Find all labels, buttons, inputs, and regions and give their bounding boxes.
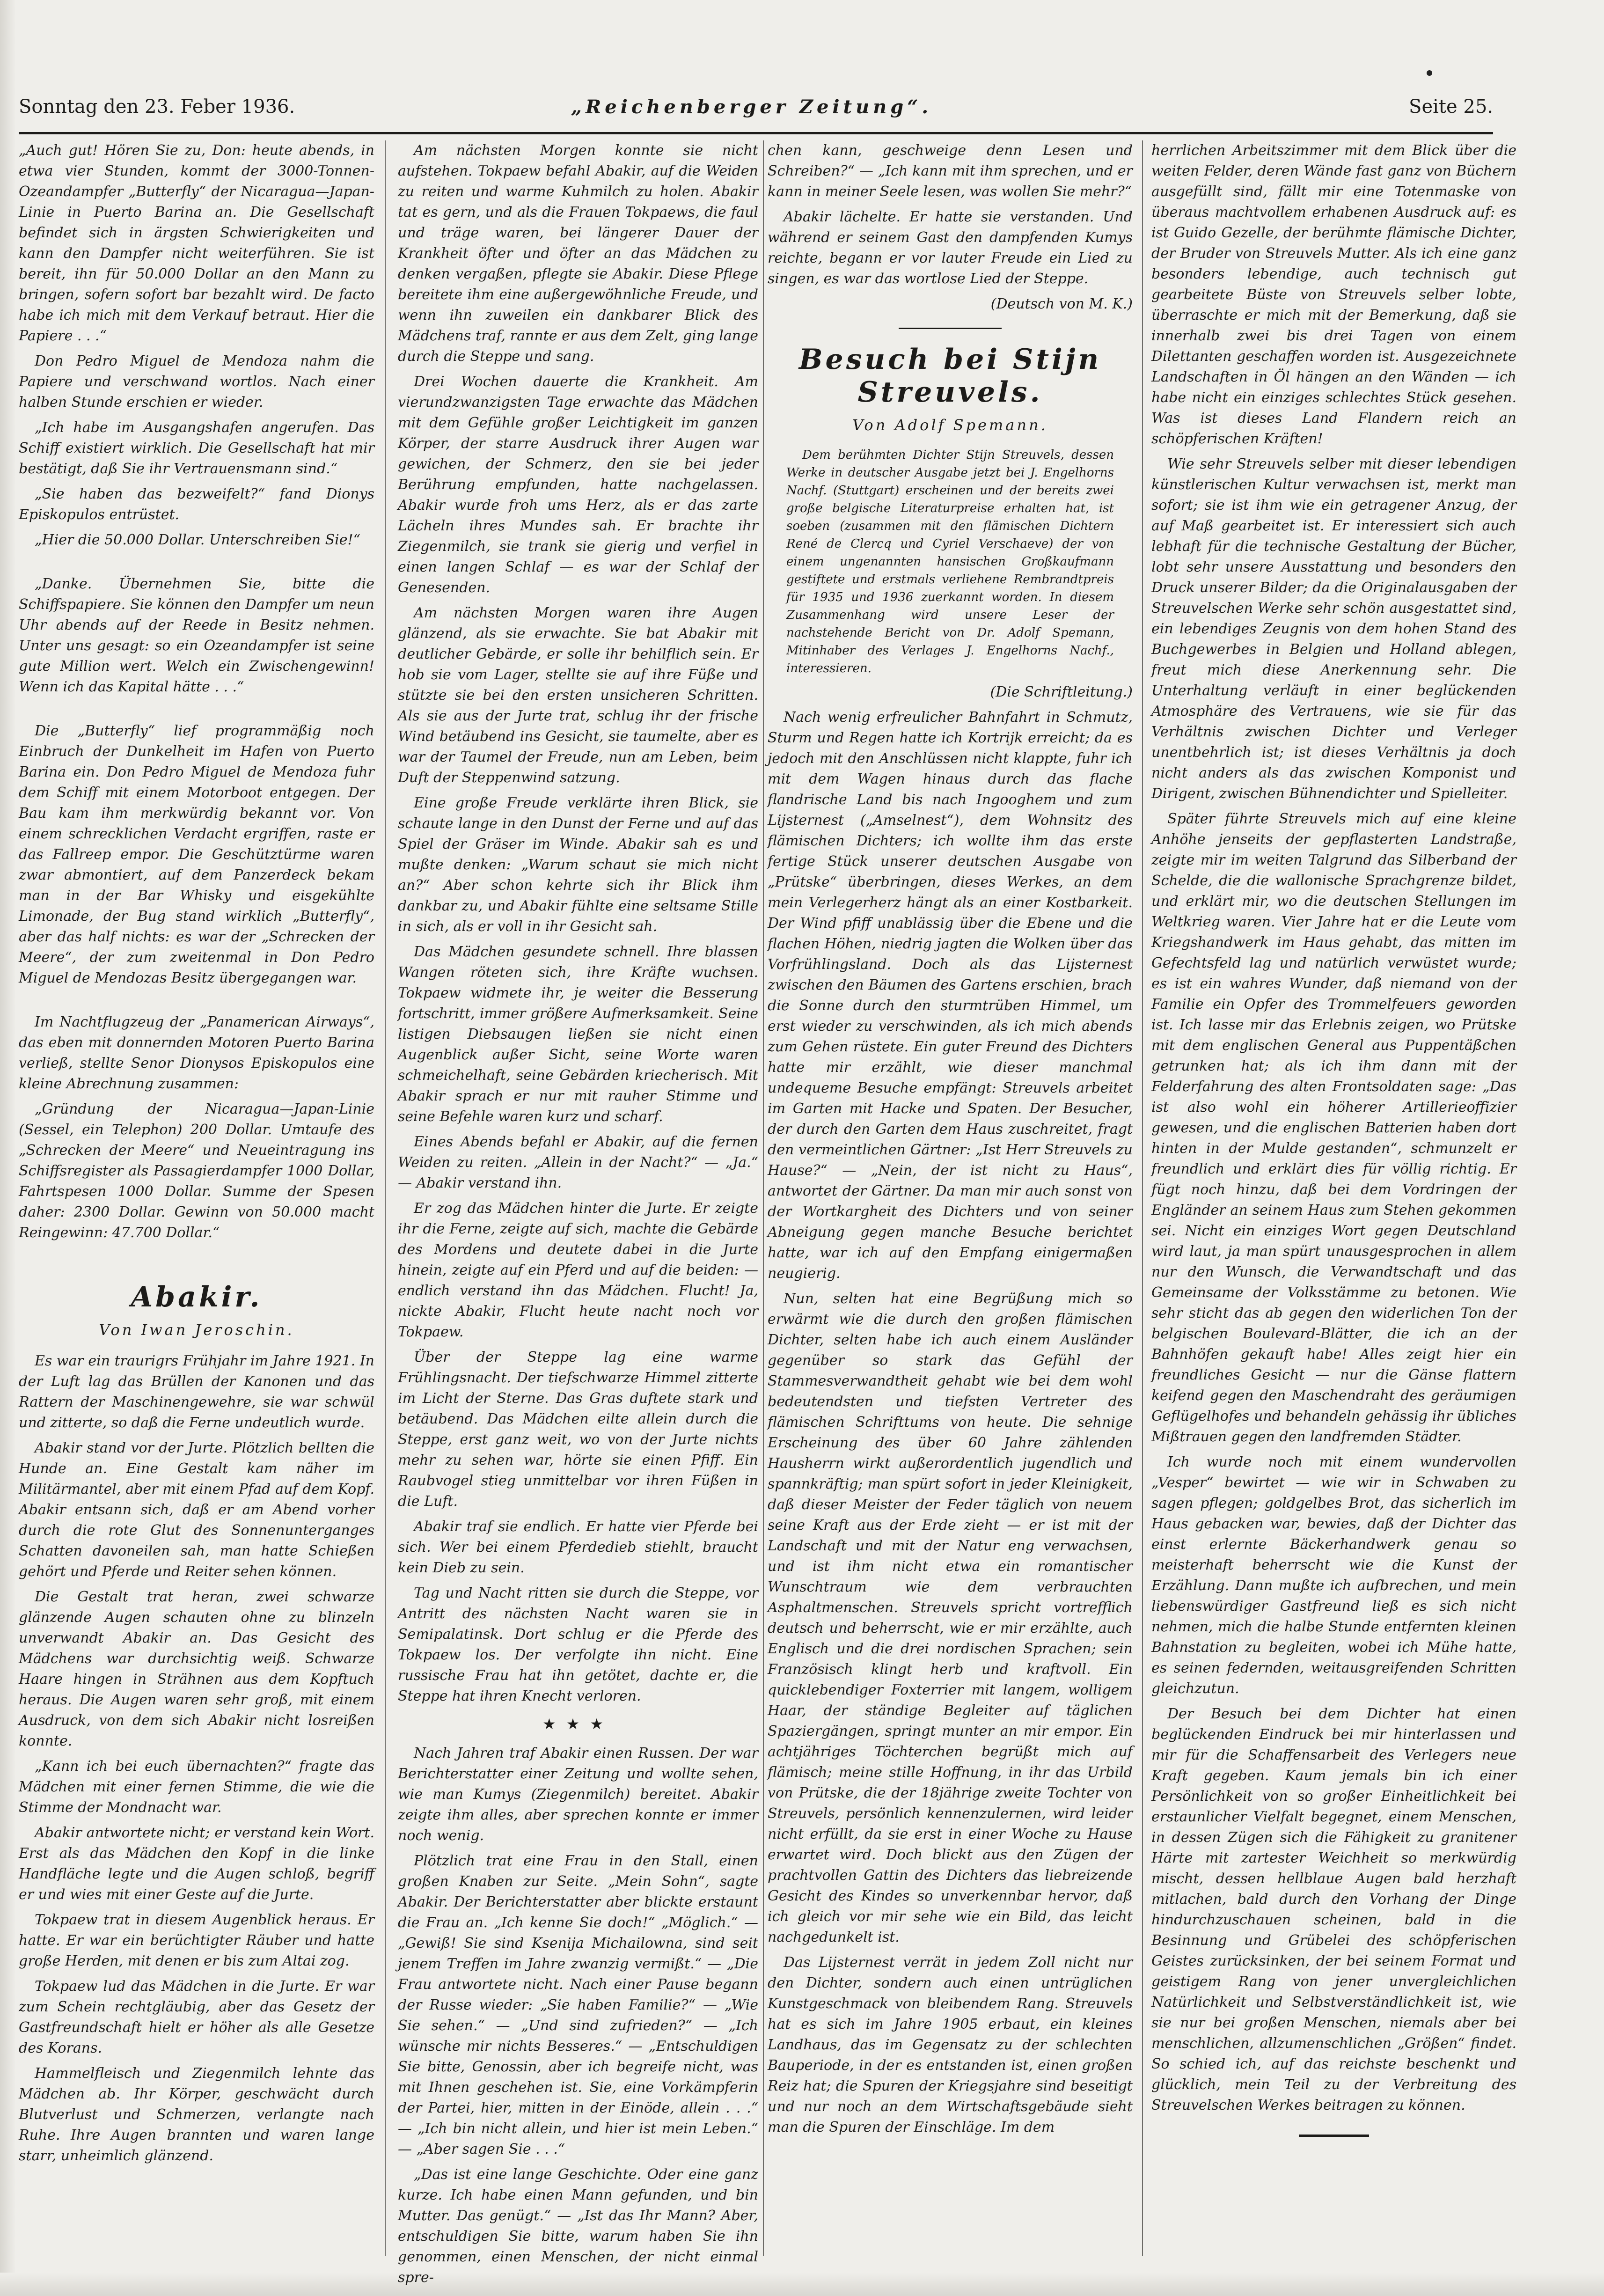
article-separator	[899, 328, 1002, 329]
scan-shadow-bottom	[0, 2273, 1604, 2296]
paragraph: Eines Abends befahl er Abakir, auf die fernen Weiden zu reiten. „Allein in der Nacht?“ — „Ja.“ — Abakir verstand ihn.	[398, 1134, 758, 1191]
paragraph: „Das ist eine lange Geschichte. Oder eine ganz kurze. Ich habe einen Mann gefunden, und bin Mutter. Das genügt.“ — „Ist das Ihr Mann? Aber, entschuldigen Sie bitte, warum haben Sie ihn genommen, einen Menschen, der nicht einmal spre-	[398, 2166, 758, 2286]
paragraph: „Hier die 50.000 Dollar. Unterschreiben Sie!“	[35, 532, 360, 548]
paragraph: Drei Wochen dauerte die Krankheit. Am vierundzwanzigsten Tage erwachte das Mädchen mit dem Gefühle großer Leichtigkeit im ganzen Körper, der starre Ausdruck ihrer Augen war gewichen, der Schmerz, den sie bei jeder Berührung empfunden, hatte nachgelassen. Abakir wurde froh ums Herz, als er das zarte Lächeln ihres Mundes sah. Er brachte ihr Ziegenmilch, sie trank sie gierig und verfiel in einen langen Schlaf — es war der Schlaf der Genesenden.	[398, 374, 758, 596]
editor-credit: (Die Schriftleitung.)	[990, 684, 1133, 700]
page-header	[19, 96, 1493, 129]
paragraph: Wie sehr Streuvels selber mit dieser lebendigen künstlerischen Kultur verwachsen ist, merkt man sofort; sie ist ihm wie ein getragener Anzug, der auf Maß gearbeitet ist. Er interessiert sich auch lebhaft für die technische Gestaltung der Bücher, lobt sehr unsere Ausstattung und besonders den Druck unserer Bilder; da die Originalausgaben der Streuvelschen Werke sehr schön ausgestattet sind, ein lebendiges Zeugnis von dem hohen Stand des Buchgewerbes in Belgien und Holland ablegen, freut mich diese Anerkennung sehr. Die Unterhaltung verläuft in einer beglückenden Atmosphäre des Vertrauens, wie sie für das Verhältnis zwischen Dichter und Verleger unentbehrlich ist; ist dieses Verhältnis ja doch nicht anders als das zwischen Komponist und Dirigent, zwischen Bühnendichter und Spielleiter.	[1151, 456, 1516, 802]
byline: Von Adolf Spemann.	[852, 416, 1048, 434]
newspaper-name: „Reichenberger Zeitung“.	[571, 96, 932, 118]
column-3	[768, 140, 1133, 2256]
paragraph: „Kann ich bei euch übernachten?“ fragte das Mädchen mit einer fernen Stimme, die wie die Stimme der Mondnacht war.	[19, 1758, 374, 1816]
paragraph: Plötzlich trat eine Frau in den Stall, einen großen Knaben zur Seite. „Mein Sohn“, sagte Abakir. Der Berichterstatter aber blickte erstaunt die Frau an. „Ich kenne Sie doch!“ „Möglich.“ — „Gewiß! Sie sind Ksenija Michailowna, sind seit jenem Treffen im Jahre zwanzig vermißt.“ — „Die Frau antwortete nicht. Nach einer Pause begann der Russe wieder: „Sie haben Familie?“ — „Wie Sie sehen.“ — „Und sind zufrieden?“ — „Ich wünsche mir nichts Besseres.“ — „Entschuldigen Sie bitte, Genossin, aber ich begreife nicht, was mit Ihnen geschehen ist. Sie, eine Vorkämpferin der Partei, hier, mitten in der Einöde, allein . . .“ — „Ich bin nicht allein, und hier ist mein Leben.“ — „Aber sagen Sie . . .“	[398, 1853, 758, 2157]
column-rule	[1142, 140, 1143, 2256]
column-2	[398, 140, 758, 2286]
paragraph: chen kann, geschweige denn Lesen und Schreiben?“ — „Ich kann mit ihm sprechen, und er kann in meiner Seele lesen, was wollen Sie mehr?“	[768, 142, 1133, 200]
paragraph: Nach Jahren traf Abakir einen Russen. Der war Berichterstatter einer Zeitung und wollte sehen, wie man Kumys (Ziegenmilch) bereitet. Abakir zeigte ihm alles, aber sprechen konnte er immer noch wenig.	[398, 1745, 758, 1844]
page-number: Seite 25.	[1409, 96, 1493, 117]
paragraph: „Sie haben das bezweifelt?“ fand Dionys Episkopulos entrüstet.	[19, 486, 374, 523]
paragraph: Tag und Nacht ritten sie durch die Steppe, vor Antritt des nächsten Nacht waren sie in Semipalatinsk. Dort schlug er die Pferde des Tokpaew los. Der verfolgte ihn nicht. Eine russische Frau hat ihn getötet, dachte er, die Steppe hat ihren Knecht verloren.	[398, 1585, 758, 1704]
paragraph: herrlichen Arbeitszimmer mit dem Blick über die weiten Felder, deren Wände fast ganz von Büchern ausgefüllt sind, fällt mir eine Totenmaske von überaus machtvollem erhabenen Ausdruck auf: es ist Guido Gezelle, der berühmte flämische Dichter, der Bruder von Streuvels Mutter. Als ich eine ganz besonders lebendige, auch technisch gut gearbeitete Büste von Streuvels selber lobte, überraschte er mich mit der Bemerkung, daß sie innerhalb zwei bis drei Tagen von einem Dilettanten geschaffen worden ist. Ausgezeichnete Landschaften in Öl hängen an den Wänden — ich habe nicht ein einziges schlechtes Stück gesehen. Was ist dieses Land Flandern reich an schöpferischen Kräften!	[1151, 142, 1516, 447]
paragraph: Abakir stand vor der Jurte. Plötzlich bellten die Hunde an. Eine Gestalt kam näher im Militärmantel, aber mit einem Pfad auf dem Kopf. Abakir entsann sich, daß er am Abend vorher durch die rote Glut des Sonnenunterganges Schatten davoneilen sah, man hatte Schießen gehört und Pferde und Reiter sehen können.	[19, 1440, 374, 1580]
paragraph: „Auch gut! Hören Sie zu, Don: heute abends, in etwa vier Stunden, kommt der 3000-Tonnen-Ozeandampfer „Butterfly“ der Nicaragua—Japan-Linie in Puerto Barina an. Die Gesellschaft befindet sich in ärgsten Schwierigkeiten und kann den Dampfer nicht weiterführen. Sie ist bereit, ihn für 50.000 Dollar an den Mann zu bringen, sofern sofort bar bezahlt wird. De facto habe ich mich mit dem Verkauf betraut. Hier die Papiere . . .“	[19, 142, 374, 344]
editor-intro: Dem berühmten Dichter Stijn Streuvels, dessen Werke in deutscher Ausgabe jetzt bei J. Engelhorns Nachf. (Stuttgart) erscheinen und der bereits zwei große belgische Literaturpreise erhalten hat, ist soeben (zusammen mit den flämischen Dichtern René de Clercq und Cyriel Verschaeve) der von einem ungenannten hansischen Großkaufmann gestiftete und erstmals verliehene Rembrandtpreis für 1935 und 1936 zuerkannt worden. In diesem Zusammenhang wird unsere Leser der nachstehende Bericht von Dr. Adolf Spemann, Mitinhaber des Verlages J. Engelhorns Nachf., interessieren.	[786, 448, 1114, 675]
paragraph: Nun, selten hat eine Begrüßung mich so erwärmt wie die durch den großen flämischen Dichter, selten habe ich auch einem Ausländer gegenüber so stark das Gefühl der Stammesverwandtheit gehabt wie bei dem wohl bedeutendsten und tiefsten Vertreter des flämischen Schrifttums von heute. Die sehnige Erscheinung des über 60 Jahre zählenden Hausherrn wirkt außerordentlich jugendlich und spannkräftig; man spürt sofort in jeder Kleinigkeit, daß dieser Meister der Feder täglich von neuem seine Kraft aus der Erde zieht — er ist mit der Landschaft und mit der Natur eng verwachsen, und ist ihm nicht etwa ein romantischer Wunschtraum wie dem verbrauchten Asphaltmenschen. Streuvels spricht vortrefflich deutsch und beherrscht, wie er mir erzählte, auch Englisch und die drei nordischen Sprachen; sein Französisch klingt herb und kraftvoll. Ein quicklebendiger Foxterrier mit langem, wolligem Haar, der ständige Begleiter auf täglichen Spaziergängen, springt munter an mir empor. Ein achtjähriges Töchterchen begrüßt mich auf flämisch; meine stille Hoffnung, in ihr das Urbild von Prütske, die der 18jährige zweite Tochter von Streuvels, persönlich kennenzulernen, wird leider nicht erfüllt, da sie erst in einer Woche zu Hause erwartet wird. Doch blickt aus den Zügen der prachtvollen Gattin des Dichters das liebreizende Gesicht des Kindes so unverkennbar hervor, daß ich gleich vor mir sehe wie ein Bild, das leicht nachgedunkelt ist.	[768, 1291, 1133, 1945]
paragraph: Das Mädchen gesundete schnell. Ihre blassen Wangen röteten sich, ihre Kräfte wuchsen. Tokpaew widmete ihr, je weiter die Besserung fortschritt, immer größere Aufmerksamkeit. Seine listigen Diebsaugen ließen sie nicht einen Augenblick außer Sicht, seine Worte waren schmeichelhaft, seine Gebärden kriecherisch. Mit Abakir sprach er nur mit rauher Stimme und seine Befehle waren kurz und scharf.	[398, 944, 758, 1125]
byline: Von Iwan Jeroschin.	[99, 1321, 294, 1339]
paragraph: Abakir antwortete nicht; er verstand kein Wort. Erst als das Mädchen den Kopf in die linke Handfläche legte und die Augen schloß, begriff er und wies mit einer Geste auf die Jurte.	[19, 1825, 374, 1903]
paragraph: Die Gestalt trat heran, zwei schwarze glänzende Augen schauten ohne zu blinzeln unverwandt Abakir an. Das Gesicht des Mädchens war durchsichtig weiß. Schwarze Haare hingen in Strähnen aus dem Kopftuch heraus. Die Augen waren sehr groß, mit einem Ausdruck, von dem sich Abakir nicht losreißen konnte.	[19, 1589, 374, 1749]
paragraph: Nach wenig erfreulicher Bahnfahrt in Schmutz, Sturm und Regen hatte ich Kortrijk erreicht; da es jedoch mit den Anschlüssen nicht klappte, fuhr ich mit dem Wagen hinaus durch das flache flandrische Land bis nach Ingooghem und zum Lijsternest („Amselnest“), dem Wohnsitz des flämischen Dichters; ich wollte ihm das erste fertige Stück unserer deutschen Ausgabe von „Prütske“ überbringen, dieses Werkes, an dem mein Verlegerherz hängt als an einer Kostbarkeit. Der Wind pfiff unablässig über die Ebene und die flachen Höhen, niedrig jagten die Wolken über das Vorfrühlingsland. Doch als das Lijsternest zwischen den Bäumen des Gartens erschien, brach die Sonne durch den sturmtrüben Himmel, um erst wieder zu verschwinden, als ich mich abends zum Gehen rüstete. Ein guter Freund des Dichters hatte mir erzählt, wie dieser manchmal undequeme Besuche empfängt: Streuvels arbeitet im Garten mit Hacke und Spaten. Der Besucher, der durch den Garten dem Haus zuschreitet, fragt den vermeintlichen Gärtner: „Ist Herr Streuvels zu Hause?“ — „Nein, der ist nicht zu Haus“, antwortet der Gärtner. Da man mir auch sonst von der Wortkargheit des Dichters und von seiner Abneigung gegen manche Besuche berichtet hatte, war ich auf den Empfang einigermaßen neugierig.	[768, 709, 1133, 1282]
paragraph: Das Lijsternest verrät in jedem Zoll nicht nur den Dichter, sondern auch einen untrüglichen Kunstgeschmack von bleibendem Rang. Streuvels hat es sich im Jahre 1905 erbaut, ein kleines Landhaus, das im Gegensatz zu der schlechten Bauperiode, in der es entstanden ist, einen großen Reiz hat; die Spuren der Kriegsjahre sind beseitigt und nur noch an dem Wirtschaftsgebäude sieht man die Spuren der Einschläge. Im dem	[768, 1954, 1133, 2135]
column-rule	[763, 140, 764, 2256]
translator-credit: (Deutsch von M. K.)	[990, 296, 1133, 312]
article-title: Besuch bei Stijn Streuvels.	[798, 343, 1102, 409]
paragraph: Eine große Freude verklärte ihren Blick, sie schaute lange in den Dunst der Ferne und auf das Spiel der Gräser im Winde. Abakir sah es und mußte denken: „Warum schaut sie mich nicht an?“ Aber schon kehrte sich ihr Blick ihm dankbar zu, und Abakir fühlte eine seltsame Stille in sich, als er voll in ihr Gesicht sah.	[398, 795, 758, 935]
print-speck	[1427, 70, 1432, 76]
paragraph: „Danke. Übernehmen Sie, bitte die Schiffspapiere. Sie können den Dampfer um neun Uhr abends auf der Reede in Besitz nehmen. Unter uns gesagt: so ein Ozeandampfer ist seine gute Million wert. Welch ein Zwischengewinn! Wenn ich das Kapital hätte . . .“	[19, 576, 374, 695]
paragraph: Hammelfleisch und Ziegenmilch lehnte das Mädchen ab. Ihr Körper, geschwächt durch Blutverlust und Schmerzen, verlangte nach Ruhe. Ihre Augen brannten und waren lange starr, unheimlich glänzend.	[19, 2065, 374, 2164]
spacer	[19, 702, 374, 721]
paragraph: Über der Steppe lag eine warme Frühlingsnacht. Der tiefschwarze Himmel zitterte im Licht der Sterne. Das Gras duftete stark und betäubend. Das Mädchen eilte allein durch die Steppe, erst ganz weit, wo von der Jurte nichts mehr zu sehen war, hörte sie einen Pfiff. Ein Raubvogel stieg unmittelbar vor ihren Füßen in die Luft.	[398, 1349, 758, 1510]
paragraph: Der Besuch bei dem Dichter hat einen beglückenden Eindruck bei mir hinterlassen und mir für die Schaffensarbeit des Verlegers neue Kraft gegeben. Kaum jemals bin ich einer Persönlichkeit von so großer Einheitlichkeit bei erstaunlicher Vielfalt begegnet, einem Menschen, in dessen Zügen sich die Fähigkeit zu granitener Härte mit zartester Weichheit so merkwürdig mischt, dessen hellblaue Augen bald herzhaft mitlachen, bald durch den Vorhang der Dinge hindurchzuschauen scheinen, bald in die Besinnung und Grübelei des schöpferischen Geistes zurücksinken, der bei seinem Format und geistigem Rang von jener unvergleichlichen Natürlichkeit und Selbstverständlichkeit ist, wie sie nur bei großen Menschen, niemals aber bei menschlichen, allzumenschlichen „Größen“ findet. So schied ich, auf das reichste beschenkt und glücklich, mein Teil zu der Verbreitung des Streuvelschen Werkes beitragen zu können.	[1151, 1706, 1516, 2113]
issue-date: Sonntag den 23. Feber 1936.	[19, 96, 295, 117]
spacer	[19, 1248, 374, 1267]
story-title: Abakir.	[131, 1281, 263, 1313]
paragraph: Tokpaew trat in diesem Augenblick heraus. Er hatte. Er war ein berüchtigter Räuber und hatte große Herden, mit denen er bis zum Altai zog.	[19, 1912, 374, 1969]
paragraph: Am nächsten Morgen waren ihre Augen glänzend, als sie erwachte. Sie bat Abakir mit deutlicher Gebärde, er solle ihr behilflich sein. Er hob sie vom Lager, stellte sie auf ihre Füße und stützte sie bei den ersten unsicheren Schritten. Als sie aus der Jurte trat, schlug ihr der frische Wind betäubend ins Gesicht, sie taumelte, aber es war der Taumel der Freude, nun am Leben, beim Duft der Steppenwind satzung.	[398, 605, 758, 786]
paragraph: „Ich habe im Ausgangshafen angerufen. Das Schiff existiert wirklich. Die Gesellschaft hat mir bestätigt, daß Sie ihr Vertrauensmann sind.“	[19, 419, 374, 477]
paragraph: Tokpaew lud das Mädchen in die Jurte. Er war zum Schein rechtgläubig, aber das Gesetz der Gastfreundschaft hielt er höher als alle Gesetze des Korans.	[19, 1978, 374, 2056]
scan-shadow-left	[0, 0, 16, 2296]
section-break-stars: ★★★	[542, 1715, 614, 1733]
spacer	[19, 993, 374, 1012]
article-end-rule	[1299, 2135, 1369, 2137]
column-4	[1151, 140, 1516, 2256]
spacer	[19, 555, 374, 574]
paragraph: Ich wurde noch mit einem wundervollen „Vesper“ bewirtet — wie wir in Schwaben zu sagen pflegen; goldgelbes Brot, das sicherlich im Haus gebacken war, bewies, daß der Dichter das einst erlernte Bäckerhandwerk genau so meisterhaft beherrscht wie die Kunst der Erzählung. Dann mußte ich aufbrechen, und mein liebenswürdiger Gastfreund ließ es sich nicht nehmen, mich die halbe Stunde entfernten kleinen Bahnstation zu begleiten, wobei ich Mühe hatte, es seinen federnden, weitausgreifenden Schritten gleichzutun.	[1151, 1454, 1516, 1697]
paragraph: Später führte Streuvels mich auf eine kleine Anhöhe jenseits der gepflasterten Landstraße, zeigte mir im weiten Talgrund das Silberband der Schelde, die die wallonische Sprachgrenze bildet, und erklärt mir, wo die deutschen Stellungen im Weltkrieg waren. Vier Jahre hat er die Leute vom Kriegshandwerk im Haus gehabt, das mitten im Gefechtsfeld lag und natürlich verwüstet wurde; es ist ein wahres Wunder, daß niemand von der Familie ein Opfer des Trommelfeuers geworden ist. Ich lasse mir das Erlebnis zeigen, wo Prütske mit dem englischen General aus Puppentäßchen getrunken hat; als ich ihm dann mit der Felderfahrung des alten Frontsoldaten sage: „Das ist also wohl ein höherer Artillerieoffizier gewesen, und die englischen Batterien haben dort hinten in der Mulde gestanden“, schmunzelt er freundlich und erklärt dies für völlig richtig. Er fügt noch hinzu, daß bei dem Vordringen der Engländer an seinem Haus zum Stehen gekommen sei. Nicht ein einziges Wort gegen Deutschland wird laut, ja man spürt unausgesprochen in allem nur den Wunsch, die Verwandtschaft und das Gemeinsame der Volksstämme zu betonen. Wie sehr sticht das ab gegen den widerlichen Ton der belgischen Boulevard-Blätter, die ich an der Bahnhöfen gekauft habe! Alles zeigt hier ein freundliches Gesicht — nur die Gänse flattern keifend gegen den Maschendraht des geräumigen Geflügelhofes und behandeln gehässig ihr übliches Mißtrauen gegen den landfremden Städter.	[1151, 811, 1516, 1445]
paragraph: Am nächsten Morgen konnte sie nicht aufstehen. Tokpaew befahl Abakir, auf die Weiden zu reiten und warme Kuhmilch zu holen. Abakir tat es gern, und als die Frauen Tokpaews, die faul und träge waren, bei längerer Dauer der Krankheit öfter und öfter an das Mädchen zu denken vergaßen, pflegte sie Abakir. Diese Pflege bereitete ihm eine außergewöhnliche Freude, und wenn ihn zuweilen ein dankbarer Blick des Mädchens traf, rannte er aus dem Zelt, ging lange durch die Steppe und sang.	[398, 142, 758, 365]
column-rule	[385, 140, 386, 2256]
paragraph: Es war ein traurigrs Frühjahr im Jahre 1921. In der Luft lag das Brüllen der Kanonen und das Rattern der Maschinengewehre, sie war schwül und zitterte, so daß die Ferne undeutlich wurde.	[19, 1353, 374, 1431]
paragraph: Im Nachtflugzeug der „Panamerican Airways“, das eben mit donnernden Motoren Puerto Barina verließ, stellte Senor Dionysos Episkopulos eine kleine Abrechnung zusammen:	[19, 1014, 374, 1092]
header-rule	[19, 132, 1493, 134]
paragraph: Die „Butterfly“ lief programmäßig noch Einbruch der Dunkelheit im Hafen von Puerto Barina ein. Don Pedro Miguel de Mendoza fuhr dem Schiff mit einem Motorboot entgegen. Der Bau kam ihm merkwürdig bekannt vor. Von einem schrecklichen Verdacht ergriffen, raste er das Fallreep empor. Die Geschütztürme waren zwar abmontiert, auf dem Panzerdeck bekam man in der Bar Whisky und eisgekühlte Limonade, der Bug stand wirklich „Butterfly“, aber das half nichts: es war der „Schrecken der Meere“, der zum zweitenmal in Don Pedro Miguel de Mendozas Besitz übergegangen war.	[19, 723, 374, 986]
paragraph: Abakir lächelte. Er hatte sie verstanden. Und während er seinem Gast den dampfenden Kumys reichte, begann er vor lauter Freude ein Lied zu singen, es war das wortlose Lied der Steppe.	[768, 209, 1133, 287]
paragraph: „Gründung der Nicaragua—Japan-Linie (Sessel, ein Telephon) 200 Dollar. Umtaufe des „Schrecken der Meere“ und Neueintragung ins Schiffsregister als Passagierdampfer 1000 Dollar, Fahrtspesen 1000 Dollar. Summe der Spesen daher: 2300 Dollar. Gewinn von 50.000 macht Reingewinn: 47.700 Dollar.“	[19, 1101, 374, 1241]
paragraph: Don Pedro Miguel de Mendoza nahm die Papiere und verschwand wortlos. Nach einer halben Stunde erschien er wieder.	[19, 353, 374, 411]
paragraph: Abakir traf sie endlich. Er hatte vier Pferde bei sich. Wer bei einem Pferdedieb stiehlt, braucht kein Dieb zu sein.	[398, 1518, 758, 1576]
column-1	[19, 140, 374, 2256]
paragraph: Er zog das Mädchen hinter die Jurte. Er zeigte ihr die Ferne, zeigte auf sich, machte die Gebärde des Mordens und deutete dabei in die Jurte hinein, zeigte auf ein Pferd und auf die beiden: — endlich verstand ihn das Mädchen. Flucht! Ja, nickte Abakir, Flucht heute nacht noch vor Tokpaew.	[398, 1200, 758, 1340]
